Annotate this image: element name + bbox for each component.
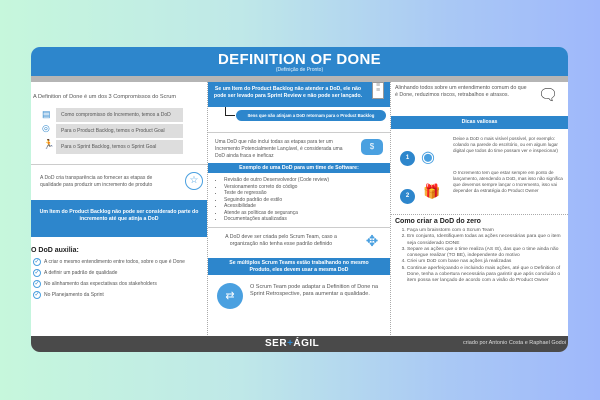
intro-text: A Definition of Done é um dos 3 Compromissos do Scrum <box>33 94 177 100</box>
howto-step: 5. Continue aperfeiçoando e incluindo mais ações, até que o Definition of Done, tenha a cobertura necessária para garintir que após concluído o item possa ser lançado de acordo com a visão do Product Owner <box>407 266 568 285</box>
gift-box-icon: 🎁 <box>423 183 441 199</box>
check-icon: ✓ <box>34 292 40 298</box>
footer <box>31 336 568 352</box>
ser-agil-logo: SER+ÁGIL <box>265 338 320 349</box>
example-item: • Revisão de outro Desenvolvedor (Code review) <box>224 177 390 184</box>
connector-line <box>225 107 235 116</box>
tips-title: Dicas valiosas <box>391 116 568 129</box>
not-done-banner: Se um Item do Product Backlog não atender a DoD, ele não pode ser levado para Sprint Review e não pode ser lançado. <box>208 82 390 107</box>
howto-title: Como criar a DoD do zero <box>395 218 481 225</box>
check-icon: ✓ <box>34 259 40 265</box>
left-column <box>31 82 207 337</box>
conversation-icon: 🗨 <box>538 87 559 104</box>
example-item: • Versionamento correto do código <box>224 184 390 191</box>
tip-number: 1 <box>400 151 415 166</box>
howto-step: 4. Criei um DoD com base nas ações já realizadas <box>407 259 568 265</box>
howto-step: 1. Faça um brainstorm com o Scrum Team <box>407 228 568 234</box>
page-title: DEFINITION OF DONE <box>218 51 381 68</box>
example-item: • Documentações atualizadas <box>224 216 390 223</box>
weak-dod-text: Uma DoD que não inclui todas as etapas para ter um Incremento Potencialmente Lançável, é considerada uma DoD ainda fraca e ineficaz <box>215 139 343 159</box>
helps-item: ✓ No Planejamento da Sprint <box>34 292 104 298</box>
middle-column <box>207 82 391 337</box>
adapt-text: O Scrum Team pode adaptar a Definition of Done na Sprint Retrospective, para aumentar a qualidade. <box>250 283 379 297</box>
howto-step: 2. Em conjunto, Identifiquem todas as ações necessárias para que o item seja considerado DONE <box>407 234 568 247</box>
example-item: • Teste de regressão <box>224 190 390 197</box>
tip-text: O Incremento tem que estar sempre em ponto de lançamento, atendendo a DoD, mas isso não significa que devemos sempre lançar o Incremento, isso vai depender da estratégia do Product Owner <box>453 170 563 193</box>
infographic-card <box>31 47 568 352</box>
header <box>31 47 568 76</box>
helps-title: O DoD auxilia: <box>31 247 79 254</box>
howto-steps <box>407 228 568 285</box>
page-subtitle: (Definição de Pronto) <box>275 67 324 73</box>
coins-icon: $ <box>361 139 383 155</box>
backlog-item-banner: Um Item do Product Backlog não pode ser considerado parte do incremento até que atinja a DoD <box>31 200 207 237</box>
howto-step: 3. Separe as ações que o time realiza (AS IS), das que o time ainda não consegue realizar (TO BE), independente do motivo <box>407 247 568 260</box>
example-item: • Seguindo padrão de estilo <box>224 197 390 204</box>
commitment-item: Como compromisso do Incremento, temos a DoD <box>56 108 183 122</box>
example-title: Exemplo de uma DoD para um time de Software: <box>208 163 390 173</box>
tip-text: Deixe a DoD o mais visível possível, por exemplo: colando na parede do escritório, ou em algum lugar digital que todos do time possam ver e inspecionar) <box>453 136 558 153</box>
checklist-icon: ≡ ≡ <box>372 82 384 99</box>
commitment-item: Para o Sprint Backlog, temos o Sprint Goal <box>56 140 183 154</box>
transparency-text: A DoD cria transparência ao fornecer as etapas de qualidade para produzir um incremento de produto <box>40 175 153 188</box>
helps-item: ✓ A definir um padrão de qualidade <box>34 270 118 276</box>
eye-icon: ◉ <box>421 149 435 166</box>
award-badge-icon: ☆ <box>185 172 203 190</box>
example-item: • Atende as políticas de segurança <box>224 210 390 217</box>
clipboard-icon: ▤ <box>42 109 51 119</box>
target-icon: ◎ <box>42 123 50 133</box>
check-icon: ✓ <box>34 270 40 276</box>
teamwork-hands-icon: ✥ <box>365 232 379 250</box>
alignment-text: Alinhando todos sobre um entendimento comum do que é Done, reduzimos riscos, retrabalhos e atrasos. <box>395 85 527 98</box>
example-item: • Acessibilidade <box>224 203 390 210</box>
right-column <box>391 82 568 337</box>
example-list <box>224 177 390 223</box>
credit-text: criado por Antonio Costa e Raphael Godoi <box>462 340 566 346</box>
multi-team-banner: Se múltiplos Scrum Teams estão trabalhando no mesmo Produto, eles devem usar a mesma DoD <box>208 258 390 275</box>
helps-item: ✓ A criar o mesmo entendimento entre todos, sobre o que é Done <box>34 259 185 265</box>
return-to-backlog-pill: Itens que não atinjam a DoD retornam para o Product Backlog <box>236 110 386 121</box>
runner-icon: 🏃 <box>43 139 55 149</box>
commitment-item: Para o Product Backlog, temos o Product Goal <box>56 124 183 138</box>
created-by-team-text: A DoD deve ser criada pelo Scrum Team, caso a organização não tenha esse padrão definido <box>225 233 337 247</box>
tip-number: 2 <box>400 189 415 204</box>
helps-item: ✓ No alinhamento das expectativas dos stakeholders <box>34 281 157 287</box>
exchange-arrows-icon: ⇄ <box>217 283 243 309</box>
check-icon: ✓ <box>34 281 40 287</box>
